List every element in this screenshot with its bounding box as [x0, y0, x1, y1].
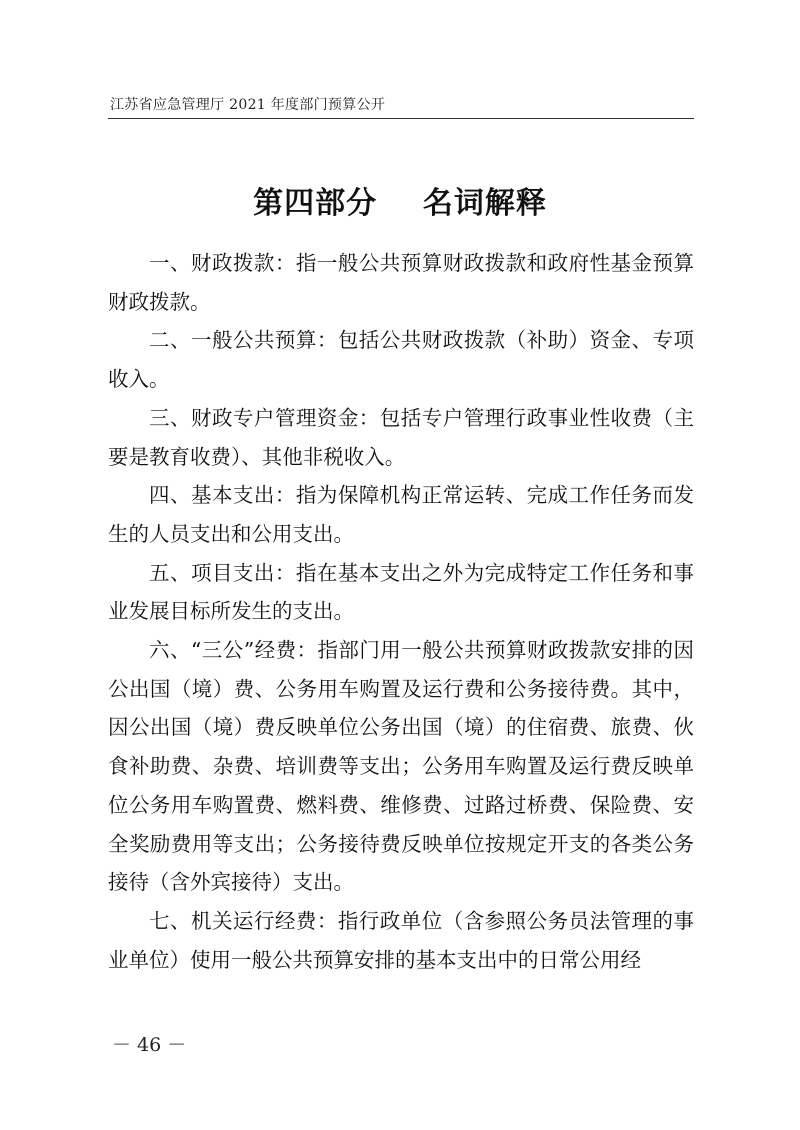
- paragraph-3: 三、财政专户管理资金：包括专户管理行政事业性收费（主要是教育收费）、其他非税收入。: [108, 405, 694, 469]
- paragraph-7: 七、机关运行经费：指行政单位（含参照公务员法管理的事业单位）使用一般公共预算安排的基本支出中的日常公用经: [108, 908, 694, 972]
- paragraph-6: 六、“三公”经费：指部门用一般公共预算财政拨款安排的因公出国（境）费、公务用车购置及运行费和公务接待费。其中，因公出国（境）费反映单位公务出国（境）的住宿费、旅费、伙食补助费、杂费、培训费等支出；公务用车购置及运行费反映单位公务用车购置费、燃料费、维修费、过路过桥费、保险费、安全奖励费用等支出；公务接待费反映单位按规定开支的各类公务接待（含外宾接待）支出。: [108, 638, 694, 895]
- document-body: [108, 244, 694, 979]
- paragraph-4: 四、基本支出：指为保障机构正常运转、完成工作任务而发生的人员支出和公用支出。: [108, 483, 694, 546]
- header-divider: [108, 118, 694, 119]
- running-header: 江苏省应急管理厅 2021 年度部门预算公开: [110, 97, 386, 113]
- paragraph-5: 五、项目支出：指在基本支出之外为完成特定工作任务和事业发展目标所发生的支出。: [108, 560, 694, 624]
- page-number: － 46 －: [112, 1034, 187, 1056]
- paragraph-1: 一、财政拨款：指一般公共预算财政拨款和政府性基金预算财政拨款。: [108, 251, 694, 314]
- paragraph-2: 二、一般公共预算：包括公共财政拨款（补助）资金、专项收入。: [108, 328, 694, 392]
- section-title: 第四部分 名词解释: [253, 186, 547, 221]
